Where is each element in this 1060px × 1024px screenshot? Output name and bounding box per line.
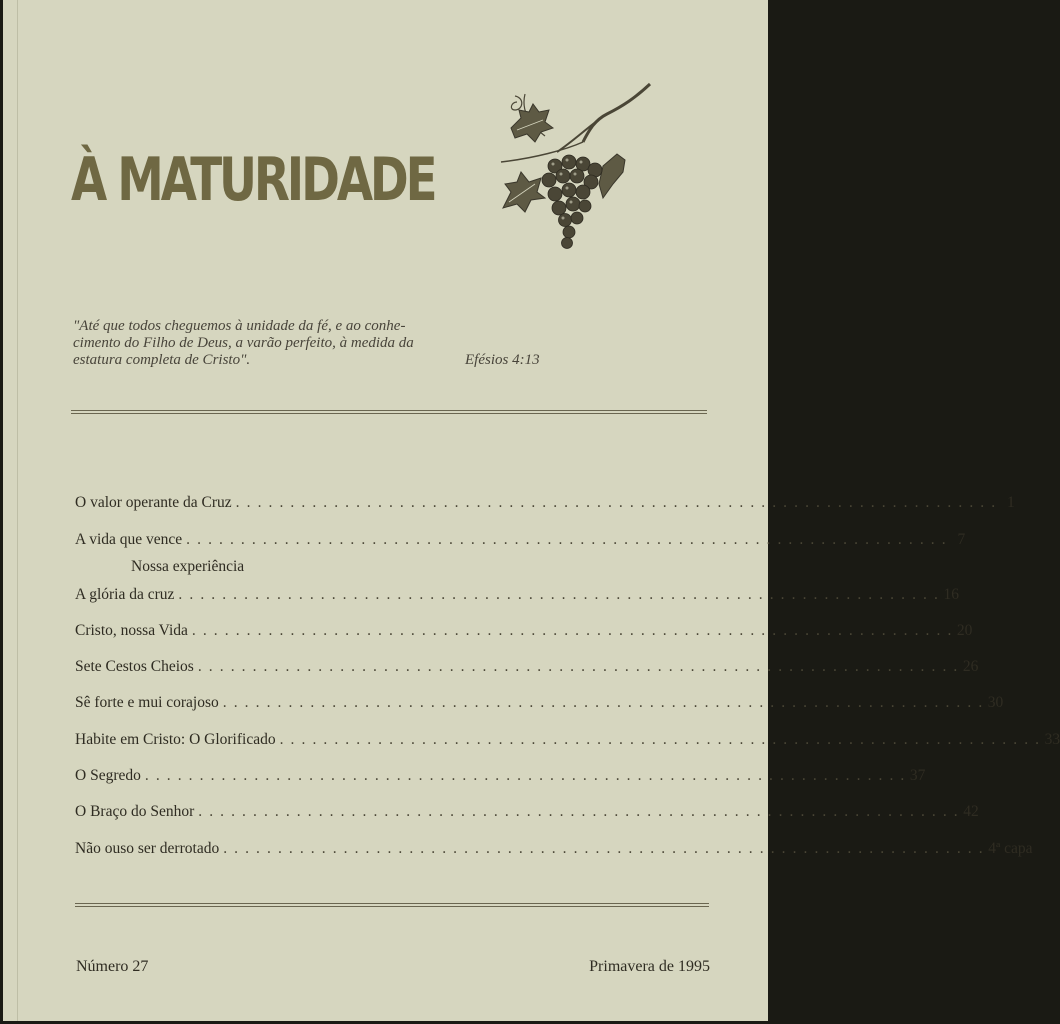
toc-leader-dots: . . . . . . . . . . . . . . . . . . . . . . . . . . . . . . . . . . . . . . . . . . . . . . . . . . . . . . . . . . . . . . . . . . . . . .	[186, 531, 948, 548]
toc-entry-page: 37	[909, 767, 926, 784]
toc-entry-title: O valor operante da Cruz	[75, 494, 232, 511]
toc-leader-dots: . . . . . . . . . . . . . . . . . . . . . . . . . . . . . . . . . . . . . . . . . . . . . . . . . . . . . . . . . . . . . . . . . . . . . .	[198, 803, 960, 820]
toc-entry	[75, 731, 1060, 753]
toc-entry-page: 16	[943, 586, 959, 603]
toc-leader-dots: . . . . . . . . . . . . . . . . . . . . . . . . . . . . . . . . . . . . . . . . . . . . . . . . . . . . . . . . . . . . . . . . . . . . . .	[144, 767, 906, 784]
grapevine-icon	[495, 80, 655, 260]
epigraph-line: cimento do Filho de Deus, a varão perfeito, à medida da	[73, 335, 414, 351]
toc-entry	[75, 494, 1015, 516]
toc-entry-title: A glória da cruz	[75, 586, 175, 603]
epigraph-line: estatura completa de Cristo".	[73, 352, 251, 368]
toc-entry-page: 33	[1044, 731, 1060, 748]
toc-entry	[75, 586, 959, 608]
toc-leader-dots: . . . . . . . . . . . . . . . . . . . . . . . . . . . . . . . . . . . . . . . . . . . . . . . . . . . . . . . . . . . . . . . . . . . . . .	[191, 622, 953, 639]
toc-entry	[75, 658, 979, 680]
divider-top	[71, 410, 707, 414]
toc-entry	[75, 622, 973, 644]
toc-leader-dots: . . . . . . . . . . . . . . . . . . . . . . . . . . . . . . . . . . . . . . . . . . . . . . . . . . . . . . . . . . . . . . . . . . . . . .	[178, 586, 940, 603]
toc-entry	[75, 840, 1033, 862]
toc-entry	[75, 803, 979, 825]
epigraph-reference: Efésios 4:13	[465, 352, 540, 368]
issue-number: Número 27	[76, 958, 149, 975]
divider-bottom	[75, 903, 709, 907]
epigraph-line: "Até que todos cheguemos à unidade da fé, e ao conhe-	[73, 318, 406, 334]
toc-leader-dots: . . . . . . . . . . . . . . . . . . . . . . . . . . . . . . . . . . . . . . . . . . . . . . . . . . . . . . . . . . . . . . . . . . . . . .	[223, 840, 985, 857]
toc-entry-page: 20	[956, 622, 973, 639]
toc-entry	[75, 694, 1004, 716]
toc-entry-title: O Braço do Senhor	[75, 803, 195, 820]
toc-entry-title: A vida que vence	[75, 531, 183, 548]
toc-entry-page: 1	[1006, 494, 1015, 511]
epigraph	[73, 318, 563, 369]
toc-leader-dots: . . . . . . . . . . . . . . . . . . . . . . . . . . . . . . . . . . . . . . . . . . . . . . . . . . . . . . . . . . . . . . . . . . . . . .	[197, 658, 959, 675]
toc-entry-title: Sete Cestos Cheios	[75, 658, 194, 675]
toc-entry-title: O Segredo	[75, 767, 141, 784]
toc-entry	[75, 767, 926, 789]
toc-leader-dots: . . . . . . . . . . . . . . . . . . . . . . . . . . . . . . . . . . . . . . . . . . . . . . . . . . . . . . . . . . . . . . . . . . . . . .	[222, 694, 984, 711]
toc-entry-page: 7	[957, 531, 966, 548]
document-page	[3, 0, 1060, 1021]
toc-leader-dots: . . . . . . . . . . . . . . . . . . . . . . . . . . . . . . . . . . . . . . . . . . . . . . . . . . . . . . . . . . . . . . . . . . . . . .	[235, 494, 997, 511]
toc-entry-title: Sê forte e mui corajoso	[75, 694, 219, 711]
toc-entry-page: 4ª capa	[988, 840, 1033, 857]
toc-entry-title: Habite em Cristo: O Glorificado	[75, 731, 276, 748]
masthead-title: À MATURIDADE	[71, 145, 435, 215]
toc-leader-dots: . . . . . . . . . . . . . . . . . . . . . . . . . . . . . . . . . . . . . . . . . . . . . . . . . . . . . . . . . . . . . . . . . . . . . .	[279, 731, 1041, 748]
issue-season: Primavera de 1995	[589, 958, 710, 975]
page-edge	[17, 0, 18, 1021]
toc-entry-page: 26	[962, 658, 979, 675]
toc-entry-page: 42	[963, 803, 979, 820]
toc-entry	[75, 531, 966, 553]
toc-entry-title: Cristo, nossa Vida	[75, 622, 188, 639]
toc-entry-title: Não ouso ser derrotado	[75, 840, 220, 857]
toc-entry-subtitle: Nossa experiência	[131, 558, 245, 575]
toc-entry-page: 30	[987, 694, 1004, 711]
